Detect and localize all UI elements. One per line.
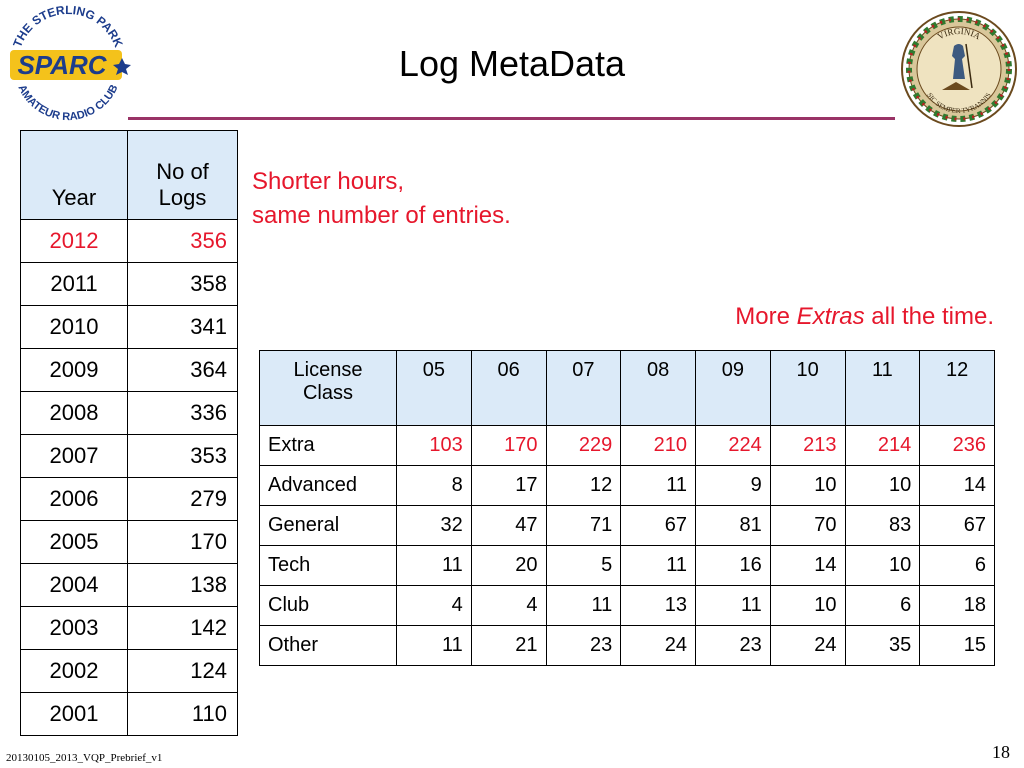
- year-cell: 2006: [21, 478, 128, 521]
- year-table-row: [21, 650, 238, 693]
- footer-filename: 20130105_2013_VQP_Prebrief_v1: [6, 752, 163, 764]
- year-table-row: [21, 607, 238, 650]
- license-count-cell: 17: [471, 466, 546, 506]
- license-count-cell: 35: [845, 626, 920, 666]
- license-count-cell: 32: [397, 506, 472, 546]
- license-count-cell: 8: [397, 466, 472, 506]
- license-count-cell: 67: [621, 506, 696, 546]
- year-cell: 2008: [21, 392, 128, 435]
- year-column-header-05: 05: [397, 351, 472, 426]
- license-count-cell: 4: [397, 586, 472, 626]
- title-divider: [128, 117, 895, 120]
- year-table-row: [21, 220, 238, 263]
- license-count-cell: 11: [397, 546, 472, 586]
- license-class-column-header: License Class: [260, 351, 397, 426]
- license-count-cell: 20: [471, 546, 546, 586]
- year-column-header-12: 12: [920, 351, 995, 426]
- logs-count-cell: 356: [128, 220, 238, 263]
- license-count-cell: 13: [621, 586, 696, 626]
- year-table-row: [21, 349, 238, 392]
- year-cell: 2004: [21, 564, 128, 607]
- logs-count-cell: 279: [128, 478, 238, 521]
- logs-count-cell: 124: [128, 650, 238, 693]
- license-count-cell: 14: [770, 546, 845, 586]
- year-table-row: [21, 263, 238, 306]
- year-cell: 2012: [21, 220, 128, 263]
- license-count-cell: 11: [621, 466, 696, 506]
- note-more-extras-post: all the time.: [864, 303, 994, 330]
- license-count-cell: 15: [920, 626, 995, 666]
- year-column-header-11: 11: [845, 351, 920, 426]
- logs-count-cell: 138: [128, 564, 238, 607]
- logs-count-cell: 110: [128, 693, 238, 736]
- license-count-cell: 10: [770, 586, 845, 626]
- license-count-cell: 24: [621, 626, 696, 666]
- license-count-cell: 11: [621, 546, 696, 586]
- logs-count-cell: 341: [128, 306, 238, 349]
- license-class-cell: Club: [260, 586, 397, 626]
- logs-count-cell: 358: [128, 263, 238, 306]
- license-count-cell: 83: [845, 506, 920, 546]
- note-shorter-hours-line2: same number of entries.: [252, 202, 511, 229]
- license-count-cell: 11: [546, 586, 621, 626]
- license-count-cell: 81: [696, 506, 771, 546]
- year-table-row: [21, 693, 238, 736]
- license-count-cell: 236: [920, 426, 995, 466]
- license-class-cell: General: [260, 506, 397, 546]
- year-table-row: [21, 306, 238, 349]
- license-count-cell: 5: [546, 546, 621, 586]
- license-table-body: [260, 426, 995, 666]
- license-count-cell: 67: [920, 506, 995, 546]
- license-count-cell: 21: [471, 626, 546, 666]
- year-table-row: [21, 435, 238, 478]
- year-column-header-07: 07: [546, 351, 621, 426]
- license-count-cell: 10: [845, 546, 920, 586]
- license-count-cell: 9: [696, 466, 771, 506]
- year-cell: 2002: [21, 650, 128, 693]
- license-count-cell: 24: [770, 626, 845, 666]
- license-table-header-row: [260, 351, 995, 426]
- license-class-cell: Tech: [260, 546, 397, 586]
- year-cell: 2009: [21, 349, 128, 392]
- year-table-body: [21, 220, 238, 736]
- year-cell: 2010: [21, 306, 128, 349]
- license-class-cell: Advanced: [260, 466, 397, 506]
- license-count-cell: 10: [770, 466, 845, 506]
- year-cell: 2005: [21, 521, 128, 564]
- license-table-row: [260, 506, 995, 546]
- note-more-extras-pre: More: [735, 303, 797, 330]
- license-table-row: [260, 546, 995, 586]
- license-count-cell: 11: [696, 586, 771, 626]
- license-count-cell: 6: [845, 586, 920, 626]
- sparc-logo-arc-top: THE STERLING PARK: [10, 4, 126, 50]
- logs-count-cell: 336: [128, 392, 238, 435]
- license-count-cell: 11: [397, 626, 472, 666]
- year-table-row: [21, 392, 238, 435]
- license-table-row: [260, 466, 995, 506]
- page-number: 18: [992, 742, 1010, 762]
- license-count-cell: 23: [546, 626, 621, 666]
- seal-arc-top: VIRGINIA: [935, 25, 983, 42]
- year-table-row: [21, 478, 238, 521]
- year-table-header-row: [21, 131, 238, 220]
- year-column-header-10: 10: [770, 351, 845, 426]
- license-table-row: [260, 426, 995, 466]
- license-count-cell: 170: [471, 426, 546, 466]
- year-column-header-06: 06: [471, 351, 546, 426]
- license-count-cell: 103: [397, 426, 472, 466]
- logs-count-cell: 170: [128, 521, 238, 564]
- year-table-row: [21, 521, 238, 564]
- note-more-extras: [735, 300, 994, 334]
- license-count-cell: 12: [546, 466, 621, 506]
- year-column-header-08: 08: [621, 351, 696, 426]
- license-count-cell: 18: [920, 586, 995, 626]
- license-class-cell: Other: [260, 626, 397, 666]
- license-count-cell: 16: [696, 546, 771, 586]
- year-cell: 2007: [21, 435, 128, 478]
- logs-count-cell: 353: [128, 435, 238, 478]
- sparc-logo-arc-bottom: AMATEUR RADIO CLUB: [15, 82, 121, 122]
- license-count-cell: 224: [696, 426, 771, 466]
- license-count-cell: 14: [920, 466, 995, 506]
- license-count-cell: 4: [471, 586, 546, 626]
- year-table-row: [21, 564, 238, 607]
- license-count-cell: 214: [845, 426, 920, 466]
- logs-column-header: No of Logs: [128, 131, 238, 220]
- license-count-cell: 10: [845, 466, 920, 506]
- license-table-row: [260, 586, 995, 626]
- license-table-row: [260, 626, 995, 666]
- license-count-cell: 23: [696, 626, 771, 666]
- license-class-table: [259, 350, 995, 666]
- license-count-cell: 70: [770, 506, 845, 546]
- seal-arc-bottom: SIC SEMPER TYRANNIS: [925, 91, 993, 116]
- sparc-logo-main: SPARC: [17, 50, 107, 80]
- slide-title: Log MetaData: [398, 43, 626, 84]
- note-more-extras-em: Extras: [796, 303, 865, 330]
- license-count-cell: 210: [621, 426, 696, 466]
- license-count-cell: 47: [471, 506, 546, 546]
- license-count-cell: 71: [546, 506, 621, 546]
- logs-count-cell: 142: [128, 607, 238, 650]
- logs-count-cell: 364: [128, 349, 238, 392]
- year-column-header-09: 09: [696, 351, 771, 426]
- year-column-header: Year: [21, 131, 128, 220]
- year-cell: 2003: [21, 607, 128, 650]
- year-cell: 2011: [21, 263, 128, 306]
- year-cell: 2001: [21, 693, 128, 736]
- license-count-cell: 229: [546, 426, 621, 466]
- license-count-cell: 213: [770, 426, 845, 466]
- year-logs-table: [20, 130, 238, 736]
- note-shorter-hours: [252, 165, 511, 233]
- license-class-cell: Extra: [260, 426, 397, 466]
- note-shorter-hours-line1: Shorter hours,: [252, 168, 405, 195]
- license-count-cell: 6: [920, 546, 995, 586]
